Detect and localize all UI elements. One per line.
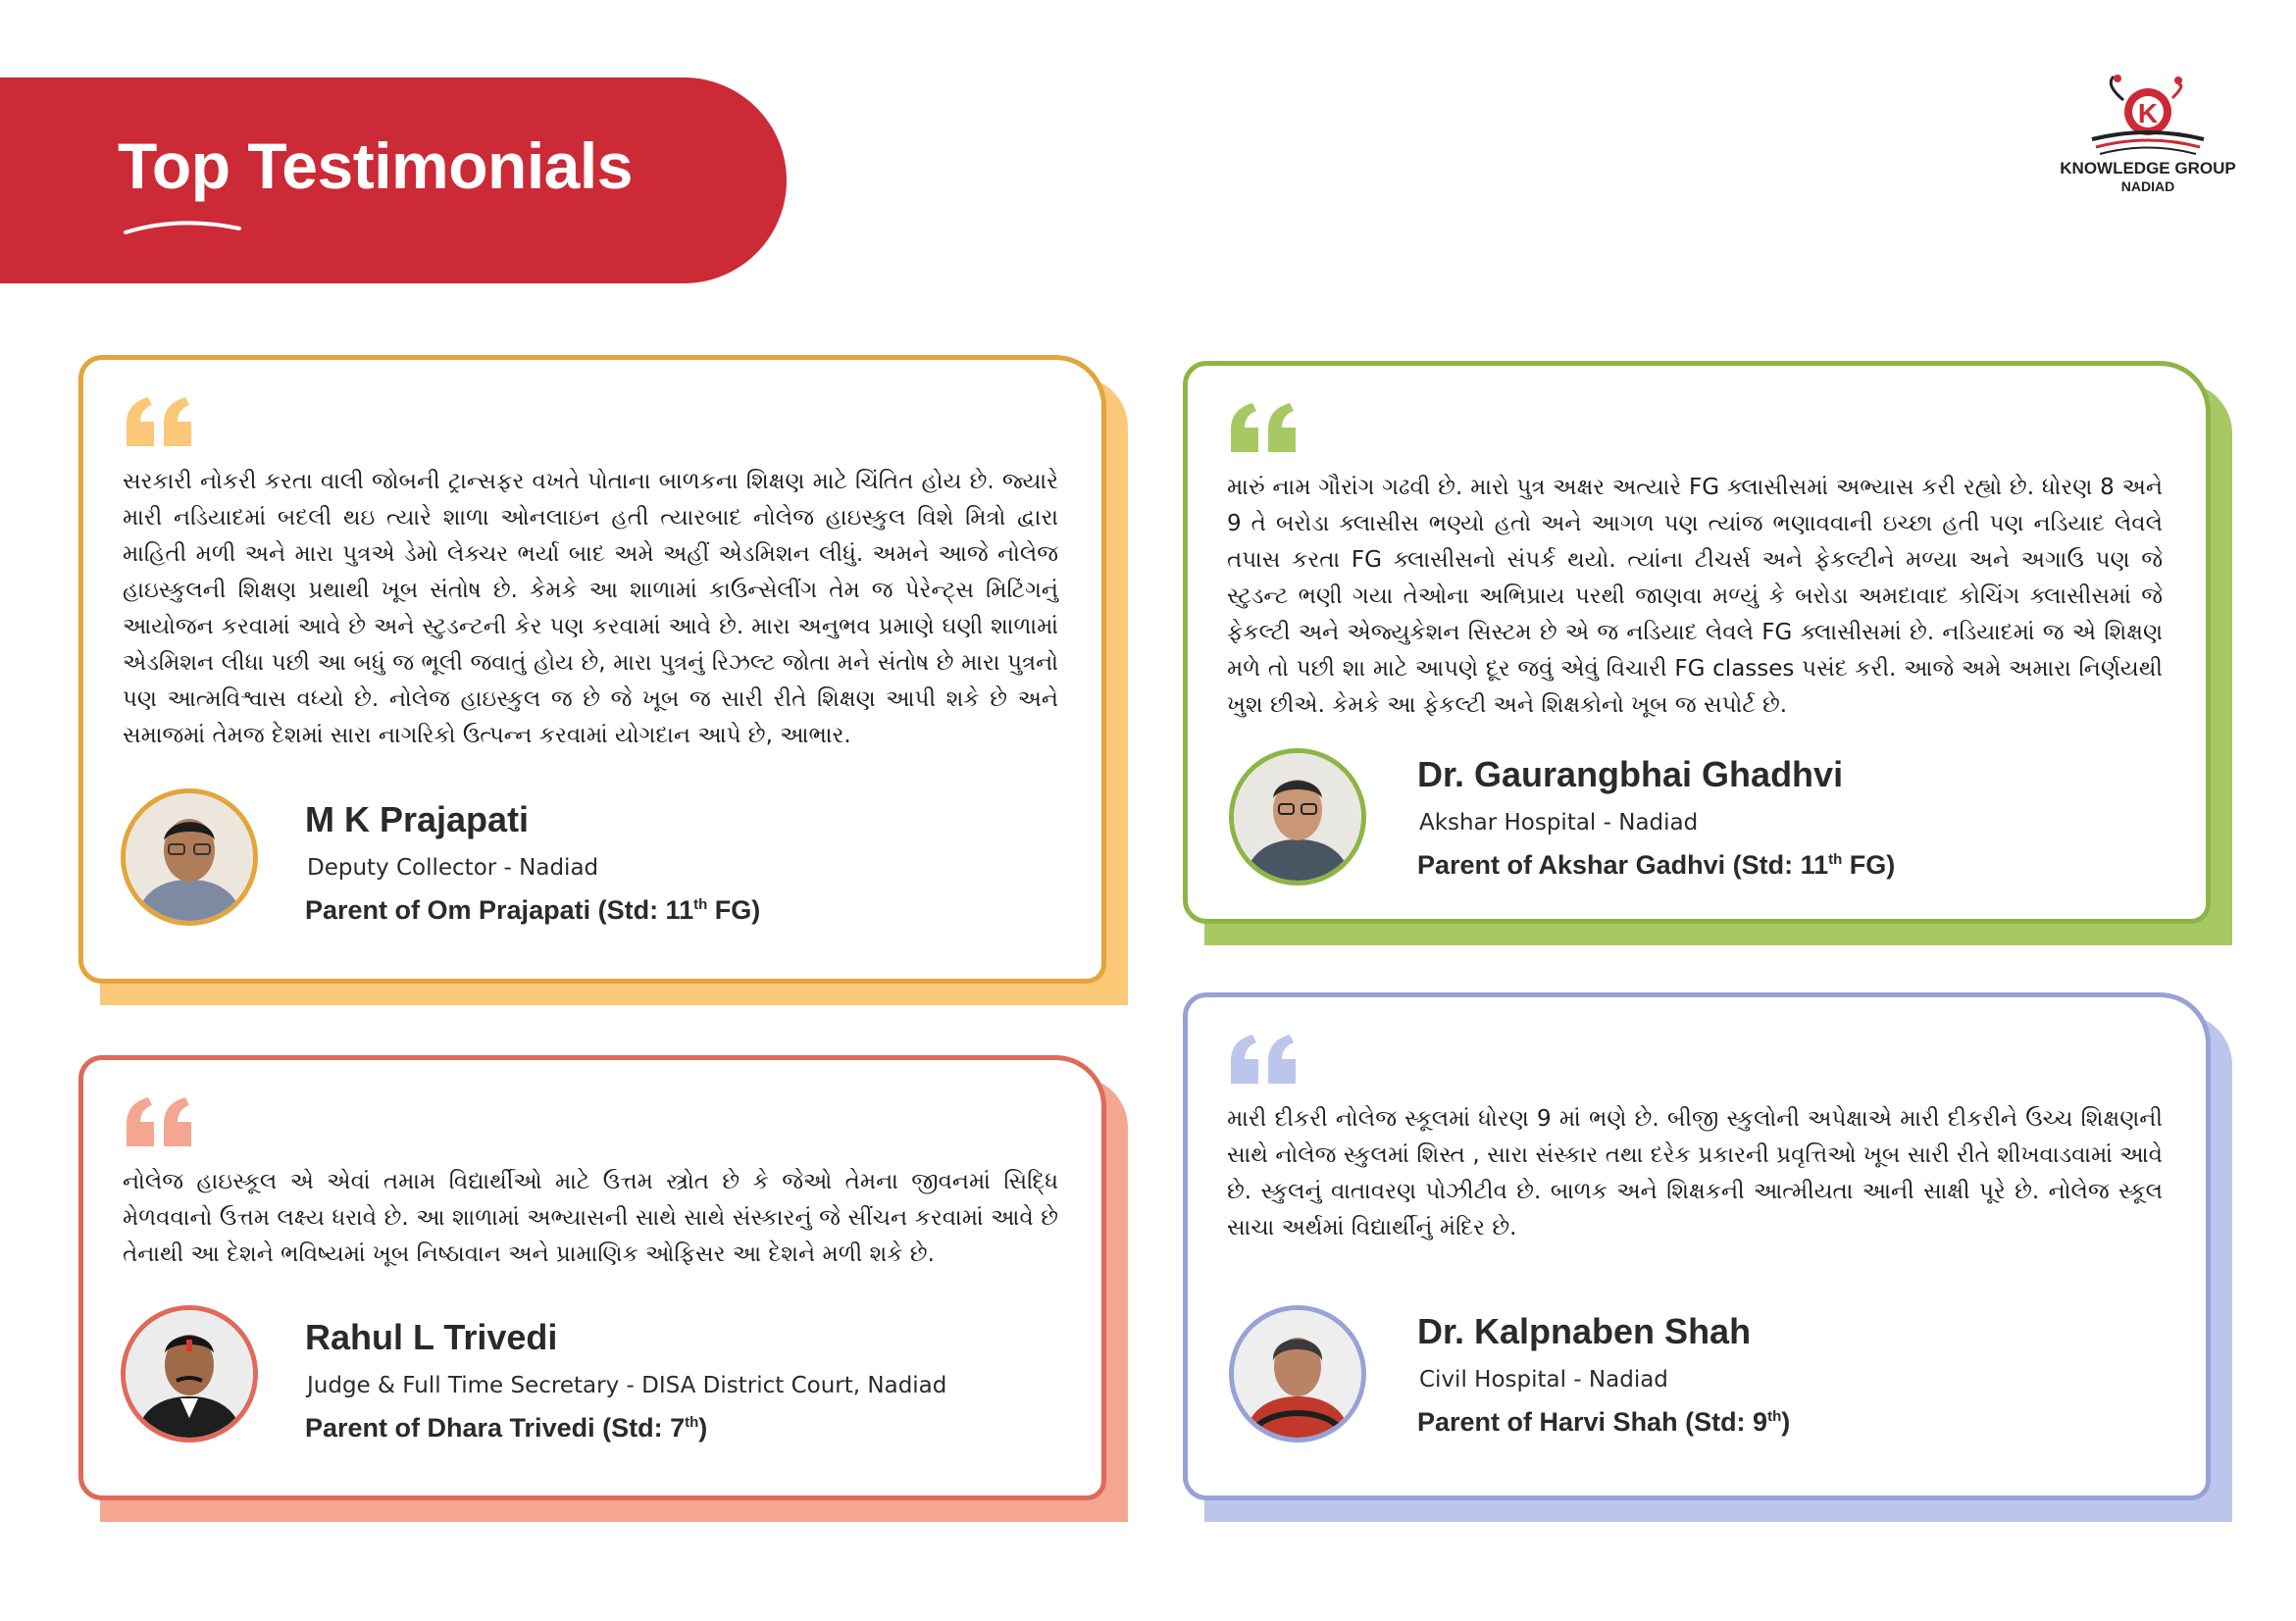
quote-mark-icon: [1227, 1033, 1301, 1088]
page-title: Top Testimonials: [118, 129, 633, 202]
testimonial-text: સરકારી નોકરી કરતા વાલી જોબની ટ્રાન્સફર વખતે પોતાના બાળકના શિક્ષણ માટે ચિંતિત હોય છે. જ્યારે મારી નડિયાદમાં બદલી થઇ ત્યારે શાળા ઓનલાઇન હતી ત્યારબાદ નોલેજ હાઇસ્કુલ વિશે મિત્રો દ્વારા માહિતી મળી અને મારા પુત્રએ ડેમો લેક્ચર ભર્યા બાદ અમે અહીં એડમિશન લીધું. અમને આજે નોલેજ હાઇસ્કુલની શિક્ષણ પ્રથાથી ખૂબ સંતોષ છે. કેમકે આ શાળામાં કાઉન્સેલીંગ તેમ જ પેરેન્ટ્સ મિટિંગનું આયોજન કરવામાં આવે છે અને સ્ટુડન્ટની કેર પણ કરવામાં આવે છે. મારા અનુભવ પ્રમાણે ઘણી શાળામાં એડમિશન લીધા પછી આ બધું જ ભૂલી જવાતું હોય છે, મારા પુત્રનું રિઝલ્ટ જોતા મને સંતોષ છે મારા પુત્રનો પણ આત્મવિશ્વાસ વધ્યો છે. નોલેજ હાઇસ્કુલ જ છે જે ખૂબ જ સારી રીતે શિક્ષણ આપી શકે છે અને સમાજમાં તેમજ દેશમાં સારા નાગરિકો ઉત્પન્ન કરવામાં યોગદાન આપે છે, આભાર.: [123, 469, 1058, 748]
testimonial-text: મારી દીકરી નોલેજ સ્કૂલમાં ધોરણ 9 માં ભણે છે. બીજી સ્કુલોની અપેક્ષાએ મારી દીકરીને ઉચ્ચ શિક્ષણની સાથે નોલેજ સ્કુલમાં શિસ્ત , સારા સંસ્કાર તથા દરેક પ્રકારની પ્રવૃત્તિઓ ખૂબ સારી રીતે શીખવાડવામાં આવે છે. સ્કુલનું વાતાવરણ પોઝીટીવ છે. બાળક અને શિક્ષકની આત્મીયતા આની સાક્ષી પૂરે છે. નોલેજ સ્કૂલ સાચા અર્થમાં વિદ્યાર્થીનું મંદિર છે.: [1227, 1106, 2163, 1241]
person-photo-icon: [126, 1310, 253, 1438]
avatar: [1229, 1305, 1366, 1443]
person-name: Rahul L Trivedi: [305, 1317, 558, 1357]
person-name: Dr. Gaurangbhai Ghadhvi: [1417, 754, 1844, 794]
parent-of-superscript: th: [685, 1414, 699, 1431]
person-role: Judge & Full Time Secretary - DISA District Court, Nadiad: [307, 1373, 947, 1398]
parent-of: [1417, 1407, 1790, 1438]
avatar: [121, 788, 258, 926]
logo-location: NADIAD: [2120, 178, 2175, 194]
testimonial-text: મારું નામ ગૌરાંગ ગઢવી છે. મારો પુત્ર અક્ષર અત્યારે FG ક્લાસીસમાં અભ્યાસ કરી રહ્યો છે. ધોરણ 8 અને 9 તે બરોડા ક્લાસીસ ભણ્યો હતો અને આગળ પણ ત્યાંજ ભણાવવાની ઇચ્છા હતી પણ નડિયાદ લેવલે તપાસ કરતા FG ક્લાસીસનો સંપર્ક થયો. ત્યાંના ટીચર્સ અને ફેકલ્ટીને મળ્યા અને અગાઉ પણ જે સ્ટુડન્ટ ભણી ગયા તેઓના અભિપ્રાય પરથી જાણવા મળ્યું કે બરોડા અમદાવાદ કોચિંગ ક્લાસીસમાં જે ફેકલ્ટી અને એજ્યુકેશન સિસ્ટમ છે એ જ નડિયાદ લેવલે FG ક્લાસીસમાં છે. નડિયાદમાં જ એ શિક્ષણ મળે તો પછી શા માટે આપણે દૂર જવું એવું વિચારી FG classes પસંદ કરી. આજે અમે અમારા નિર્ણયથી ખુશ છીએ. કેમકે આ ફેકલ્ટી અને શિક્ષકોનો ખૂબ જ સપોર્ટ છે.: [1227, 475, 2163, 718]
parent-of-superscript: th: [1828, 851, 1843, 868]
testimonial-text: નોલેજ હાઇસ્કૂલ એ એવાં તમામ વિદ્યાર્થીઓ માટે ઉત્તમ સ્ત્રોત છે કે જેઓ તેમના જીવનમાં સિદ્ધિ મેળવવાનો ઉત્તમ લક્ષ્ય ધરાવે છે. આ શાળામાં અભ્યાસની સાથે સાથે સંસ્કારનું જે સીંચન કરવામાં આવે છે તેનાથી આ દેશને ભવિષ્યમાં ખૂબ નિષ્ઠાવાન અને પ્રામાણિક ઓફિસર આ દેશને મળી શકે છે.: [123, 1169, 1058, 1267]
parent-of-suffix: FG): [707, 895, 761, 925]
testimonial-card-ghadhvi: [1183, 361, 2211, 924]
testimonial-card-shah: [1183, 992, 2211, 1500]
person-name: Dr. Kalpnaben Shah: [1417, 1311, 1752, 1351]
parent-of-text: Parent of Dhara Trivedi (Std: 7: [305, 1413, 686, 1443]
quote-mark-icon: [123, 395, 197, 450]
person-name: M K Prajapati: [305, 799, 530, 839]
header-banner: [0, 77, 787, 283]
avatar: [1229, 748, 1366, 886]
quote-mark-icon: [1227, 401, 1301, 456]
title-underline-swoosh: [124, 215, 241, 238]
person-role: Civil Hospital - Nadiad: [1419, 1367, 1668, 1393]
logo-mark-letter: K: [2137, 98, 2159, 128]
card-frame: [78, 1055, 1106, 1500]
person-role: Deputy Collector - Nadiad: [307, 855, 599, 881]
knowledge-group-logo: [2050, 71, 2246, 208]
parent-of-suffix: ): [1781, 1407, 1791, 1437]
parent-of-superscript: th: [693, 896, 708, 913]
parent-of-text: Parent of Akshar Gadhvi (Std: 11: [1417, 850, 1829, 880]
avatar: [121, 1305, 258, 1443]
logo-emblem-icon: [2074, 71, 2221, 157]
parent-of-superscript: th: [1767, 1408, 1782, 1425]
parent-of: [305, 1413, 707, 1444]
testimonial-card-trivedi: [78, 1055, 1106, 1500]
card-frame: [1183, 361, 2211, 924]
person-role: Akshar Hospital - Nadiad: [1419, 810, 1699, 836]
quote-mark-icon: [123, 1095, 197, 1150]
person-photo-icon: [1234, 753, 1361, 881]
parent-of-text: Parent of Harvi Shah (Std: 9: [1417, 1407, 1768, 1437]
testimonial-card-prajapati: [78, 355, 1106, 984]
parent-of-suffix: ): [698, 1413, 708, 1443]
parent-of-suffix: FG): [1842, 850, 1896, 880]
logo-name: KNOWLEDGE GROUP: [2060, 159, 2236, 177]
person-photo-icon: [1234, 1310, 1361, 1438]
parent-of-text: Parent of Om Prajapati (Std: 11: [305, 895, 694, 925]
parent-of: [1417, 850, 1895, 881]
card-frame: [78, 355, 1106, 984]
card-frame: [1183, 992, 2211, 1500]
parent-of: [305, 895, 760, 926]
person-photo-icon: [126, 793, 253, 921]
